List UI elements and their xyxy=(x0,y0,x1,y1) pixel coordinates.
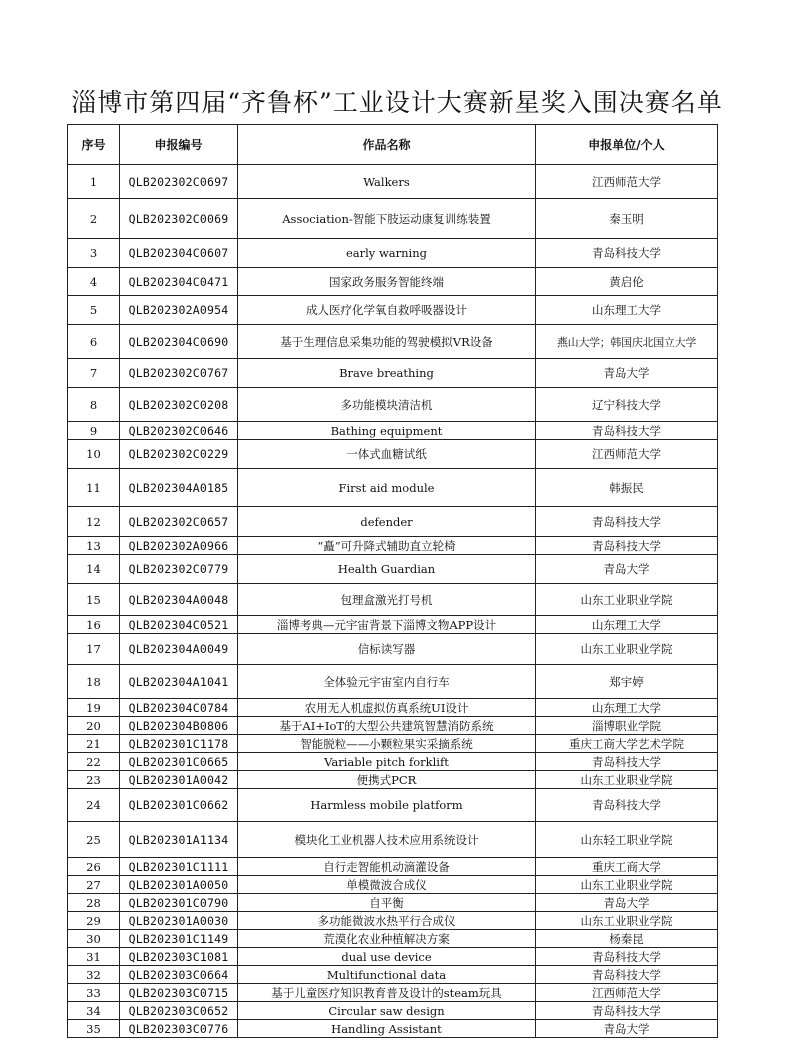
table-row xyxy=(68,507,718,537)
row-code: QLB202304A1041 xyxy=(120,665,238,699)
row-work: defender xyxy=(238,507,536,537)
table-row xyxy=(68,199,718,239)
row-code: QLB202304C0521 xyxy=(120,616,238,634)
row-unit: 青岛科技大学 xyxy=(536,948,718,966)
row-work: 一体式血糖试纸 xyxy=(238,440,536,469)
row-work: Multifunctional data xyxy=(238,966,536,984)
row-unit: 山东理工大学 xyxy=(536,296,718,325)
row-no: 35 xyxy=(68,1020,120,1038)
table-header-row xyxy=(68,125,718,165)
row-work: 包理盒激光打号机 xyxy=(238,584,536,616)
row-unit: 青岛大学 xyxy=(536,894,718,912)
row-work: Handling Assistant xyxy=(238,1020,536,1038)
row-unit: 山东理工大学 xyxy=(536,616,718,634)
table-row xyxy=(68,1020,718,1038)
row-work: 多功能模块清洁机 xyxy=(238,388,536,422)
row-no: 19 xyxy=(68,699,120,717)
row-unit: 山东工业职业学院 xyxy=(536,912,718,930)
row-no: 26 xyxy=(68,858,120,876)
row-unit: 青岛大学 xyxy=(536,1020,718,1038)
table-row xyxy=(68,388,718,422)
row-no: 10 xyxy=(68,440,120,469)
row-unit: 青岛科技大学 xyxy=(536,789,718,822)
row-unit: 青岛科技大学 xyxy=(536,753,718,771)
row-code: QLB202303C0652 xyxy=(120,1002,238,1020)
finalist-table xyxy=(67,124,718,1038)
row-no: 18 xyxy=(68,665,120,699)
row-work: 基于AI+IoT的大型公共建筑智慧消防系统 xyxy=(238,717,536,735)
row-no: 11 xyxy=(68,469,120,507)
row-work: dual use device xyxy=(238,948,536,966)
row-no: 3 xyxy=(68,239,120,268)
row-work: Bathing equipment xyxy=(238,422,536,440)
table-row xyxy=(68,537,718,555)
row-work: 信标读写器 xyxy=(238,634,536,665)
row-no: 22 xyxy=(68,753,120,771)
row-work: Health Guardian xyxy=(238,555,536,584)
row-unit: 山东工业职业学院 xyxy=(536,876,718,894)
row-code: QLB202302C0697 xyxy=(120,165,238,199)
row-code: QLB202301A0050 xyxy=(120,876,238,894)
row-code: QLB202304A0049 xyxy=(120,634,238,665)
row-unit: 辽宁科技大学 xyxy=(536,388,718,422)
table-row xyxy=(68,822,718,858)
table-row xyxy=(68,894,718,912)
row-no: 6 xyxy=(68,325,120,359)
row-work: First aid module xyxy=(238,469,536,507)
table-row xyxy=(68,165,718,199)
row-code: QLB202302C0646 xyxy=(120,422,238,440)
row-work: 全体验元宇宙室内自行车 xyxy=(238,665,536,699)
table-row xyxy=(68,239,718,268)
row-no: 32 xyxy=(68,966,120,984)
row-unit: 青岛科技大学 xyxy=(536,422,718,440)
table-row xyxy=(68,584,718,616)
row-unit: 青岛大学 xyxy=(536,359,718,388)
row-work: 淄博考典—元宇宙背景下淄博文物APP设计 xyxy=(238,616,536,634)
table-row xyxy=(68,616,718,634)
row-no: 24 xyxy=(68,789,120,822)
table-row xyxy=(68,735,718,753)
row-code: QLB202304C0690 xyxy=(120,325,238,359)
row-code: QLB202303C0664 xyxy=(120,966,238,984)
row-work: “矗”可升降式辅助直立轮椅 xyxy=(238,537,536,555)
row-unit: 江西师范大学 xyxy=(536,165,718,199)
row-unit: 山东工业职业学院 xyxy=(536,634,718,665)
row-code: QLB202302A0966 xyxy=(120,537,238,555)
row-work: Walkers xyxy=(238,165,536,199)
row-work: Variable pitch forklift xyxy=(238,753,536,771)
table-row xyxy=(68,771,718,789)
row-code: QLB202303C0715 xyxy=(120,984,238,1002)
row-code: QLB202302C0767 xyxy=(120,359,238,388)
row-no: 9 xyxy=(68,422,120,440)
table-row xyxy=(68,984,718,1002)
row-unit: 山东工业职业学院 xyxy=(536,584,718,616)
row-code: QLB202301C0790 xyxy=(120,894,238,912)
row-no: 33 xyxy=(68,984,120,1002)
table-row xyxy=(68,912,718,930)
row-unit: 重庆工商大学 xyxy=(536,858,718,876)
table-row xyxy=(68,555,718,584)
table-row xyxy=(68,966,718,984)
row-work: 模块化工业机器人技术应用系统设计 xyxy=(238,822,536,858)
row-no: 28 xyxy=(68,894,120,912)
row-work: 自平衡 xyxy=(238,894,536,912)
row-code: QLB202303C1081 xyxy=(120,948,238,966)
row-work: 自行走智能机动滴灌设备 xyxy=(238,858,536,876)
row-unit: 重庆工商大学艺术学院 xyxy=(536,735,718,753)
row-code: QLB202301C1178 xyxy=(120,735,238,753)
row-unit: 杨秦昆 xyxy=(536,930,718,948)
row-code: QLB202304A0185 xyxy=(120,469,238,507)
table-row xyxy=(68,699,718,717)
table-row xyxy=(68,948,718,966)
row-unit: 青岛科技大学 xyxy=(536,239,718,268)
row-no: 34 xyxy=(68,1002,120,1020)
row-unit: 山东工业职业学院 xyxy=(536,771,718,789)
table-row xyxy=(68,858,718,876)
row-no: 13 xyxy=(68,537,120,555)
table-row xyxy=(68,325,718,359)
row-no: 1 xyxy=(68,165,120,199)
row-no: 5 xyxy=(68,296,120,325)
row-no: 14 xyxy=(68,555,120,584)
row-code: QLB202303C0776 xyxy=(120,1020,238,1038)
row-unit: 燕山大学；韩国庆北国立大学 xyxy=(536,325,718,359)
row-work: Harmless mobile platform xyxy=(238,789,536,822)
row-code: QLB202301C1111 xyxy=(120,858,238,876)
row-code: QLB202302A0954 xyxy=(120,296,238,325)
page-title: 淄博市第四届“齐鲁杯”工业设计大赛新星奖入围决赛名单 xyxy=(71,88,723,117)
row-code: QLB202301C1149 xyxy=(120,930,238,948)
row-code: QLB202302C0229 xyxy=(120,440,238,469)
table-row xyxy=(68,634,718,665)
row-work: 成人医疗化学氧自救呼吸器设计 xyxy=(238,296,536,325)
row-unit: 江西师范大学 xyxy=(536,440,718,469)
row-no: 20 xyxy=(68,717,120,735)
row-code: QLB202301A0030 xyxy=(120,912,238,930)
row-unit: 秦玉明 xyxy=(536,199,718,239)
row-no: 23 xyxy=(68,771,120,789)
row-work: 国家政务服务智能终端 xyxy=(238,268,536,296)
row-no: 27 xyxy=(68,876,120,894)
table-row xyxy=(68,1002,718,1020)
table-row xyxy=(68,359,718,388)
table-row xyxy=(68,422,718,440)
row-work: 便携式PCR xyxy=(238,771,536,789)
table-row xyxy=(68,469,718,507)
row-unit: 青岛科技大学 xyxy=(536,537,718,555)
table-row xyxy=(68,268,718,296)
row-no: 21 xyxy=(68,735,120,753)
row-no: 25 xyxy=(68,822,120,858)
row-no: 4 xyxy=(68,268,120,296)
row-no: 17 xyxy=(68,634,120,665)
row-code: QLB202302C0208 xyxy=(120,388,238,422)
row-unit: 青岛大学 xyxy=(536,555,718,584)
header-unit: 申报单位/个人 xyxy=(536,125,718,165)
row-no: 16 xyxy=(68,616,120,634)
row-code: QLB202301A0042 xyxy=(120,771,238,789)
row-work: 多功能微波水热平行合成仪 xyxy=(238,912,536,930)
row-work: Brave breathing xyxy=(238,359,536,388)
row-code: QLB202302C0779 xyxy=(120,555,238,584)
row-work: 农用无人机虚拟仿真系统UI设计 xyxy=(238,699,536,717)
row-work: 单模微波合成仪 xyxy=(238,876,536,894)
row-code: QLB202302C0069 xyxy=(120,199,238,239)
row-work: Association-智能下肢运动康复训练装置 xyxy=(238,199,536,239)
row-no: 7 xyxy=(68,359,120,388)
row-work: 基于儿童医疗知识教育普及设计的steam玩具 xyxy=(238,984,536,1002)
row-no: 2 xyxy=(68,199,120,239)
row-no: 8 xyxy=(68,388,120,422)
header-code: 申报编号 xyxy=(120,125,238,165)
row-unit: 韩振民 xyxy=(536,469,718,507)
table-row xyxy=(68,665,718,699)
row-no: 15 xyxy=(68,584,120,616)
row-code: QLB202302C0657 xyxy=(120,507,238,537)
row-unit: 山东轻工职业学院 xyxy=(536,822,718,858)
row-unit: 山东理工大学 xyxy=(536,699,718,717)
row-unit: 郑宇婷 xyxy=(536,665,718,699)
row-no: 30 xyxy=(68,930,120,948)
table-row xyxy=(68,753,718,771)
table-row xyxy=(68,789,718,822)
table-row xyxy=(68,930,718,948)
row-work: 基于生理信息采集功能的驾驶模拟VR设备 xyxy=(238,325,536,359)
row-code: QLB202304C0784 xyxy=(120,699,238,717)
row-work: 荒漠化农业种植解决方案 xyxy=(238,930,536,948)
table-row xyxy=(68,296,718,325)
header-work: 作品名称 xyxy=(238,125,536,165)
header-no: 序号 xyxy=(68,125,120,165)
row-work: 智能脱粒——小颗粒果实采摘系统 xyxy=(238,735,536,753)
table-row xyxy=(68,717,718,735)
row-code: QLB202304C0607 xyxy=(120,239,238,268)
row-code: QLB202304B0806 xyxy=(120,717,238,735)
row-no: 31 xyxy=(68,948,120,966)
row-no: 29 xyxy=(68,912,120,930)
row-code: QLB202301C0665 xyxy=(120,753,238,771)
row-unit: 黄启伦 xyxy=(536,268,718,296)
row-code: QLB202304C0471 xyxy=(120,268,238,296)
row-unit: 淄博职业学院 xyxy=(536,717,718,735)
table-row xyxy=(68,440,718,469)
row-unit: 青岛科技大学 xyxy=(536,1002,718,1020)
row-code: QLB202301A1134 xyxy=(120,822,238,858)
row-no: 12 xyxy=(68,507,120,537)
row-work: early warning xyxy=(238,239,536,268)
row-code: QLB202304A0048 xyxy=(120,584,238,616)
row-unit: 青岛科技大学 xyxy=(536,507,718,537)
row-work: Circular saw design xyxy=(238,1002,536,1020)
row-unit: 青岛科技大学 xyxy=(536,966,718,984)
row-code: QLB202301C0662 xyxy=(120,789,238,822)
table-body xyxy=(68,165,718,1038)
row-unit: 江西师范大学 xyxy=(536,984,718,1002)
table-row xyxy=(68,876,718,894)
